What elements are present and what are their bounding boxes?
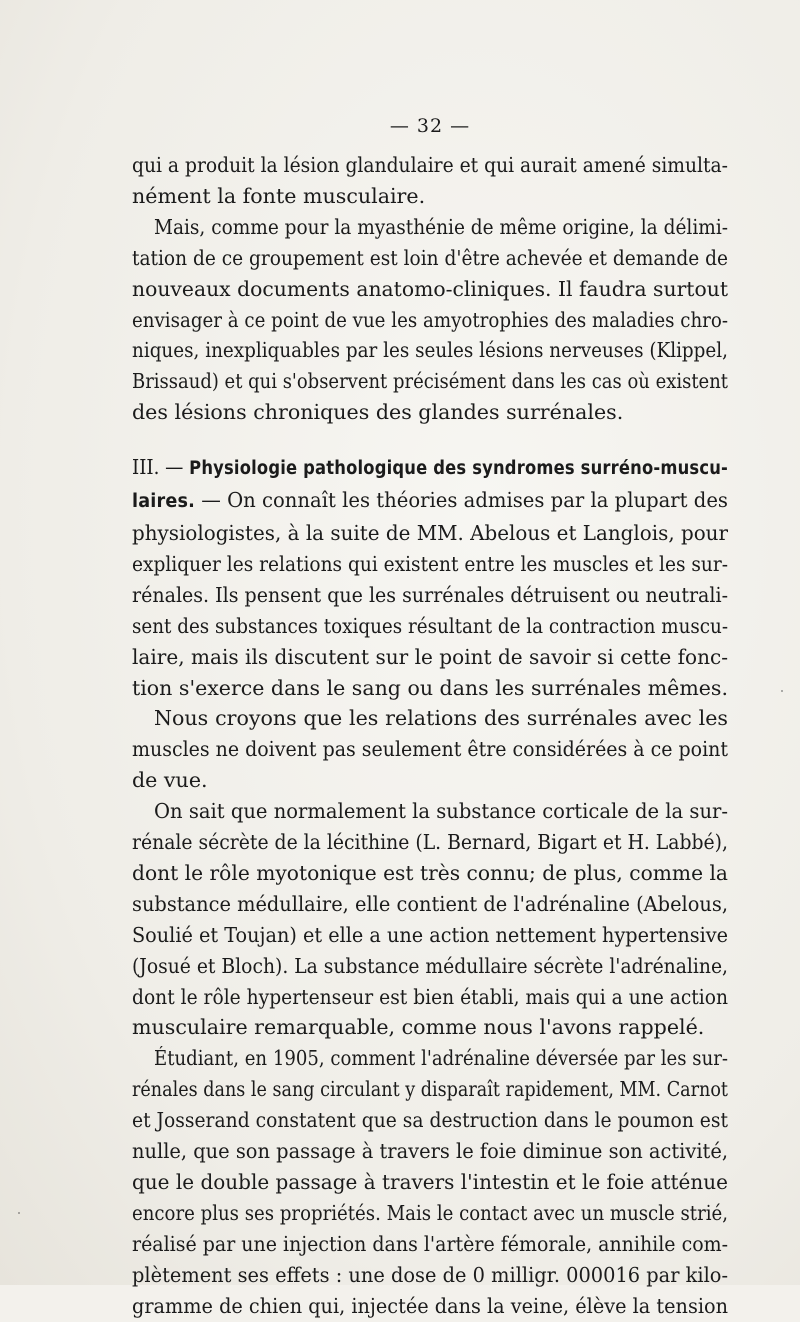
text-line: Mais, comme pour la myasthénie de même origine, la délimi- [154, 214, 729, 239]
section-heading: Physiologie pathologique des syndromes surréno-muscu- [189, 458, 729, 480]
text-line [132, 485, 728, 518]
text-line: musculaire remarquable, comme nous l'avons rappelé. [132, 1015, 705, 1040]
text-line: Étudiant, en 1905, comment l'adrénaline déversée par les sur- [154, 1046, 728, 1071]
page-number: — 32 — [389, 115, 471, 137]
paper-speck [781, 690, 783, 692]
paragraph-2 [132, 212, 728, 428]
text-line: que le double passage à travers l'intestin et le foie atténue [132, 1170, 728, 1194]
text-line: substance médullaire, elle contient de l'adrénaline (Abelous, [132, 891, 728, 916]
text-line: (Josué et Bloch). La substance médullaire sécrète l'adrénaline, [132, 953, 729, 978]
section-number: III. — [132, 455, 190, 480]
text-line: physiologistes, à la suite de MM. Abelous et Langlois, pour [132, 520, 729, 545]
text-line: encore plus ses propriétés. Mais le contact avec un muscle strié, [132, 1200, 729, 1225]
text-line: de vue. [132, 768, 208, 793]
text-line: réalisé par une injection dans l'artère fémorale, annihile com- [132, 1231, 729, 1256]
paper-speck [18, 1212, 20, 1214]
text-line: des lésions chroniques des glandes surrénales. [132, 400, 624, 425]
paragraph-1 [132, 150, 728, 212]
text-fragment: — On connaît les théories admises par la plupart des [195, 488, 728, 513]
section-heading-line [132, 452, 728, 485]
text-line: nulle, que son passage à travers le foie diminue son activité, [132, 1139, 728, 1164]
text-line: rénale sécrète de la lécithine (L. Bernard, Bigart et H. Labbé), [132, 830, 728, 855]
text-line: Brissaud) et qui s'observent précisément dans les cas où existent [132, 369, 728, 394]
text-line: dont le rôle myotonique est très connu; de plus, comme la [132, 860, 728, 885]
text-line: On sait que normalement la substance corticale de la sur- [154, 799, 728, 824]
text-line: niques, inexpliquables par les seules lésions nerveuses (Klippel, [132, 338, 728, 363]
text-line: muscles ne doivent pas seulement être considérées à ce point [132, 737, 729, 762]
text-line: nément la fonte musculaire. [132, 183, 426, 208]
text-line: rénales dans le sang circulant y disparaît rapidement, MM. Carnot [132, 1077, 728, 1102]
paragraph-3 [132, 452, 728, 703]
text-line: nouveaux documents anatomo-cliniques. Il faudra surtout [132, 276, 729, 301]
text-line: expliquer les relations qui existent entre les muscles et les sur- [132, 551, 729, 576]
text-line: envisager à ce point de vue les amyotrophies des maladies chro- [132, 307, 729, 332]
text-line: rénales. Ils pensent que les surrénales détruisent ou neutrali- [132, 582, 728, 607]
paragraph-4 [132, 703, 728, 796]
text-line: gramme de chien qui, injectée dans la veine, élève la tension [132, 1293, 728, 1318]
text-line: Soulié et Toujan) et elle a une action nettement hypertensive [132, 922, 729, 947]
section-gap [132, 428, 728, 452]
text-line: Nous croyons que les relations des surrénales avec les [154, 706, 728, 731]
paragraph-6 [132, 1043, 728, 1321]
text-line: qui a produit la lésion glandulaire et qui aurait amené simulta- [132, 153, 728, 177]
paragraph-5 [132, 796, 728, 1043]
text-line: tation de ce groupement est loin d'être achevée et demande de [132, 245, 729, 270]
text-line: et Josserand constatent que sa destruction dans le poumon est [132, 1108, 729, 1133]
text-line: tion s'exerce dans le sang ou dans les surrénales mêmes. [132, 675, 728, 700]
body-text [132, 150, 728, 1322]
text-line: sent des substances toxiques résultant de la contraction muscu- [132, 613, 729, 638]
text-line: plètement ses effets : une dose de 0 milligr. 000016 par kilo- [132, 1262, 729, 1287]
text-line: laire, mais ils discutent sur le point de savoir si cette fonc- [132, 644, 729, 669]
text-line: dont le rôle hypertenseur est bien établi, mais qui a une action [132, 984, 729, 1009]
section-heading-end: laires. [132, 491, 196, 513]
